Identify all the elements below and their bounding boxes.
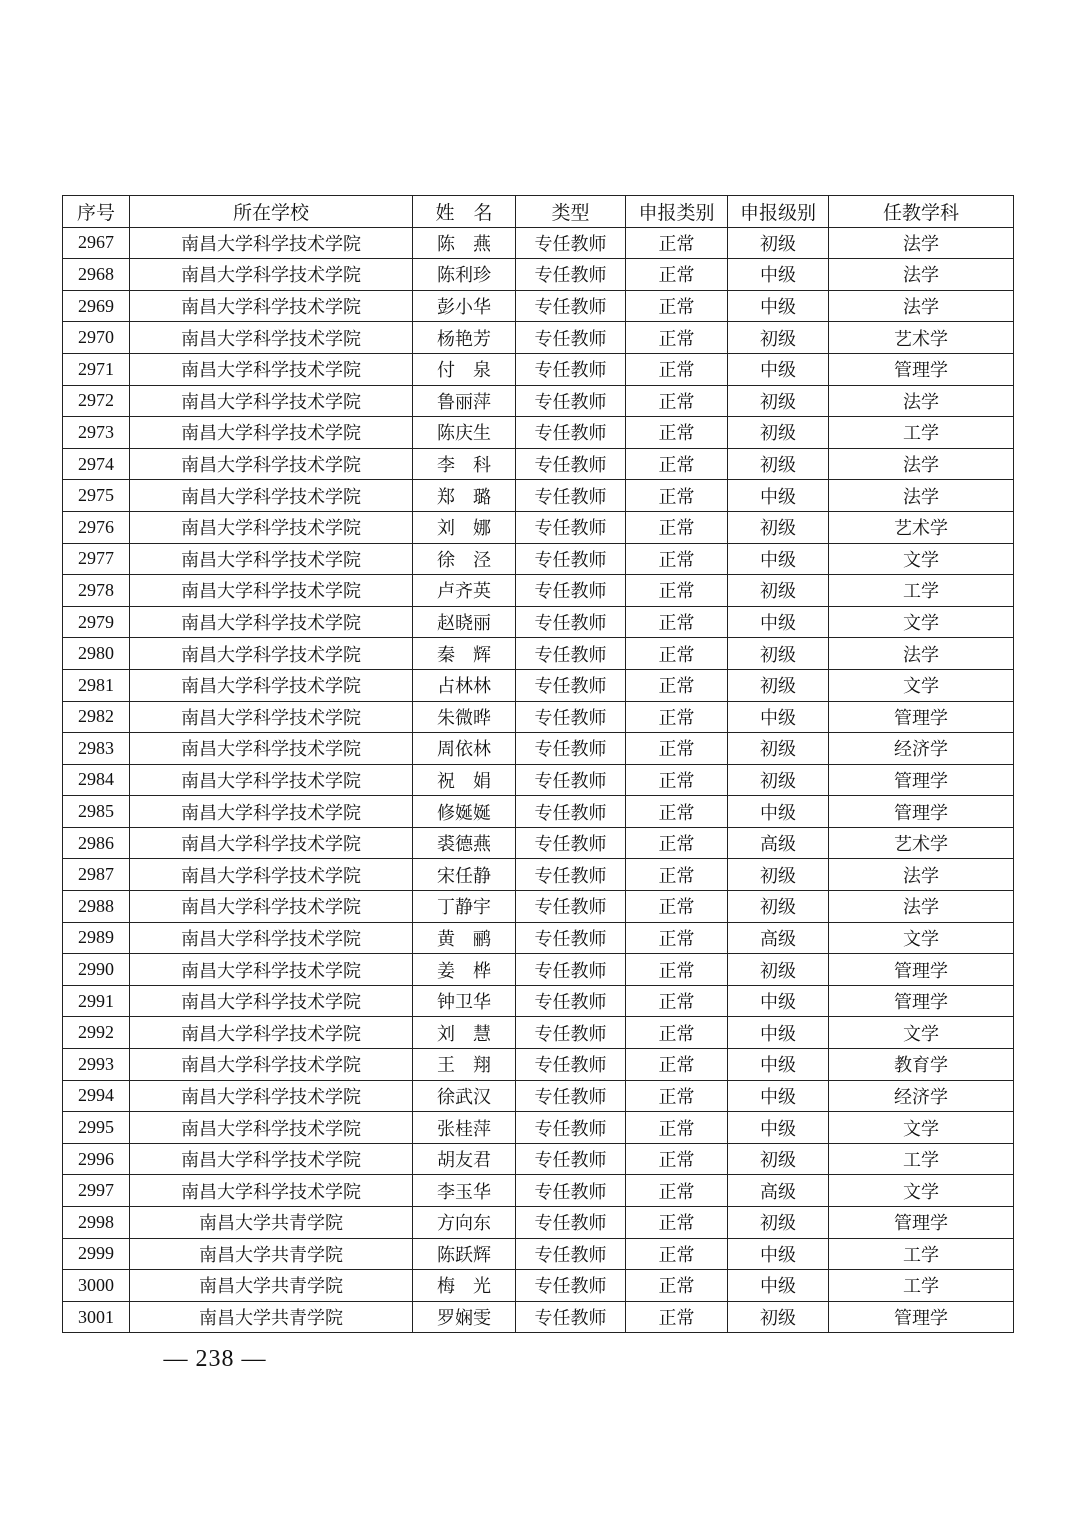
type-cell: 专任教师: [516, 417, 626, 449]
subject-cell: 法学: [829, 227, 1014, 259]
school-cell: 南昌大学科学技术学院: [130, 1080, 413, 1112]
category-cell: 正常: [626, 480, 728, 512]
school-cell: 南昌大学共青学院: [130, 1207, 413, 1239]
level-cell: 中级: [728, 290, 829, 322]
school-cell: 南昌大学共青学院: [130, 1270, 413, 1302]
level-cell: 中级: [728, 796, 829, 828]
type-cell: 专任教师: [516, 606, 626, 638]
subject-cell: 艺术学: [829, 511, 1014, 543]
subject-cell: 文学: [829, 669, 1014, 701]
category-cell: 正常: [626, 827, 728, 859]
level-cell: 初级: [728, 638, 829, 670]
level-cell: 中级: [728, 606, 829, 638]
category-cell: 正常: [626, 606, 728, 638]
seq-cell: 2969: [63, 290, 130, 322]
school-cell: 南昌大学科学技术学院: [130, 480, 413, 512]
type-cell: 专任教师: [516, 1207, 626, 1239]
table-row: [63, 638, 1014, 670]
subject-cell: 文学: [829, 922, 1014, 954]
header-type: 类型: [516, 196, 626, 228]
header-subject: 任教学科: [829, 196, 1014, 228]
table-row: [63, 1207, 1014, 1239]
seq-cell: 2975: [63, 480, 130, 512]
type-cell: 专任教师: [516, 259, 626, 291]
table-row: [63, 669, 1014, 701]
school-cell: 南昌大学科学技术学院: [130, 638, 413, 670]
level-cell: 初级: [728, 1301, 829, 1333]
header-row: [63, 196, 1014, 228]
type-cell: 专任教师: [516, 669, 626, 701]
school-cell: 南昌大学共青学院: [130, 1301, 413, 1333]
header-application-level: 申报级别: [728, 196, 829, 228]
category-cell: 正常: [626, 891, 728, 923]
category-cell: 正常: [626, 1238, 728, 1270]
name-cell: 朱微晔: [413, 701, 516, 733]
category-cell: 正常: [626, 669, 728, 701]
school-cell: 南昌大学科学技术学院: [130, 859, 413, 891]
seq-cell: 2991: [63, 985, 130, 1017]
type-cell: 专任教师: [516, 1143, 626, 1175]
type-cell: 专任教师: [516, 1049, 626, 1081]
table-row: [63, 227, 1014, 259]
name-cell: 姜 桦: [413, 954, 516, 986]
table-row: [63, 1049, 1014, 1081]
name-cell: 祝 娟: [413, 764, 516, 796]
name-cell: 陈利珍: [413, 259, 516, 291]
seq-cell: 2980: [63, 638, 130, 670]
name-cell: 杨艳芳: [413, 322, 516, 354]
category-cell: 正常: [626, 290, 728, 322]
subject-cell: 教育学: [829, 1049, 1014, 1081]
level-cell: 中级: [728, 1017, 829, 1049]
type-cell: 专任教师: [516, 1270, 626, 1302]
name-cell: 王 翔: [413, 1049, 516, 1081]
name-cell: 陈跃辉: [413, 1238, 516, 1270]
name-cell: 钟卫华: [413, 985, 516, 1017]
school-cell: 南昌大学科学技术学院: [130, 1112, 413, 1144]
seq-cell: 2990: [63, 954, 130, 986]
name-cell: 付 泉: [413, 353, 516, 385]
subject-cell: 法学: [829, 638, 1014, 670]
table-row: [63, 954, 1014, 986]
subject-cell: 文学: [829, 543, 1014, 575]
type-cell: 专任教师: [516, 543, 626, 575]
table-row: [63, 480, 1014, 512]
name-cell: 黄 鹂: [413, 922, 516, 954]
type-cell: 专任教师: [516, 1238, 626, 1270]
subject-cell: 艺术学: [829, 827, 1014, 859]
table-row: [63, 764, 1014, 796]
name-cell: 裘德燕: [413, 827, 516, 859]
school-cell: 南昌大学科学技术学院: [130, 385, 413, 417]
table-row: [63, 543, 1014, 575]
table-row: [63, 1017, 1014, 1049]
seq-cell: 2996: [63, 1143, 130, 1175]
school-cell: 南昌大学科学技术学院: [130, 353, 413, 385]
subject-cell: 文学: [829, 1175, 1014, 1207]
type-cell: 专任教师: [516, 701, 626, 733]
level-cell: 初级: [728, 764, 829, 796]
category-cell: 正常: [626, 385, 728, 417]
level-cell: 初级: [728, 322, 829, 354]
seq-cell: 3000: [63, 1270, 130, 1302]
seq-cell: 2997: [63, 1175, 130, 1207]
header-school: 所在学校: [130, 196, 413, 228]
type-cell: 专任教师: [516, 575, 626, 607]
header-seq: 序号: [63, 196, 130, 228]
table-row: [63, 353, 1014, 385]
table-row: [63, 259, 1014, 291]
table-row: [63, 1238, 1014, 1270]
subject-cell: 工学: [829, 1143, 1014, 1175]
name-cell: 罗娴雯: [413, 1301, 516, 1333]
table-row: [63, 448, 1014, 480]
school-cell: 南昌大学科学技术学院: [130, 417, 413, 449]
table-row: [63, 1143, 1014, 1175]
level-cell: 中级: [728, 259, 829, 291]
category-cell: 正常: [626, 511, 728, 543]
school-cell: 南昌大学科学技术学院: [130, 511, 413, 543]
seq-cell: 2982: [63, 701, 130, 733]
type-cell: 专任教师: [516, 1301, 626, 1333]
type-cell: 专任教师: [516, 954, 626, 986]
category-cell: 正常: [626, 1143, 728, 1175]
seq-cell: 2985: [63, 796, 130, 828]
subject-cell: 法学: [829, 259, 1014, 291]
category-cell: 正常: [626, 1017, 728, 1049]
name-cell: 李 科: [413, 448, 516, 480]
seq-cell: 2998: [63, 1207, 130, 1239]
subject-cell: 管理学: [829, 353, 1014, 385]
subject-cell: 艺术学: [829, 322, 1014, 354]
type-cell: 专任教师: [516, 1112, 626, 1144]
header-name: 姓 名: [413, 196, 516, 228]
seq-cell: 2993: [63, 1049, 130, 1081]
type-cell: 专任教师: [516, 227, 626, 259]
name-cell: 周依林: [413, 733, 516, 765]
category-cell: 正常: [626, 575, 728, 607]
name-cell: 鲁丽萍: [413, 385, 516, 417]
type-cell: 专任教师: [516, 1017, 626, 1049]
level-cell: 初级: [728, 448, 829, 480]
school-cell: 南昌大学科学技术学院: [130, 606, 413, 638]
subject-cell: 工学: [829, 1238, 1014, 1270]
school-cell: 南昌大学科学技术学院: [130, 575, 413, 607]
category-cell: 正常: [626, 1270, 728, 1302]
level-cell: 中级: [728, 1080, 829, 1112]
subject-cell: 文学: [829, 1112, 1014, 1144]
subject-cell: 工学: [829, 417, 1014, 449]
school-cell: 南昌大学科学技术学院: [130, 669, 413, 701]
name-cell: 占林林: [413, 669, 516, 701]
subject-cell: 法学: [829, 480, 1014, 512]
school-cell: 南昌大学科学技术学院: [130, 1143, 413, 1175]
level-cell: 初级: [728, 575, 829, 607]
level-cell: 初级: [728, 385, 829, 417]
seq-cell: 2988: [63, 891, 130, 923]
school-cell: 南昌大学科学技术学院: [130, 448, 413, 480]
table-row: [63, 1112, 1014, 1144]
type-cell: 专任教师: [516, 322, 626, 354]
name-cell: 陈 燕: [413, 227, 516, 259]
type-cell: 专任教师: [516, 353, 626, 385]
type-cell: 专任教师: [516, 733, 626, 765]
level-cell: 初级: [728, 669, 829, 701]
name-cell: 徐 泾: [413, 543, 516, 575]
subject-cell: 管理学: [829, 701, 1014, 733]
school-cell: 南昌大学科学技术学院: [130, 954, 413, 986]
type-cell: 专任教师: [516, 385, 626, 417]
level-cell: 初级: [728, 511, 829, 543]
seq-cell: 2972: [63, 385, 130, 417]
school-cell: 南昌大学科学技术学院: [130, 1049, 413, 1081]
seq-cell: 3001: [63, 1301, 130, 1333]
table-row: [63, 575, 1014, 607]
category-cell: 正常: [626, 701, 728, 733]
seq-cell: 2976: [63, 511, 130, 543]
seq-cell: 2981: [63, 669, 130, 701]
seq-cell: 2995: [63, 1112, 130, 1144]
type-cell: 专任教师: [516, 891, 626, 923]
level-cell: 高级: [728, 1175, 829, 1207]
level-cell: 中级: [728, 353, 829, 385]
name-cell: 李玉华: [413, 1175, 516, 1207]
seq-cell: 2967: [63, 227, 130, 259]
category-cell: 正常: [626, 764, 728, 796]
seq-cell: 2987: [63, 859, 130, 891]
type-cell: 专任教师: [516, 922, 626, 954]
category-cell: 正常: [626, 417, 728, 449]
type-cell: 专任教师: [516, 827, 626, 859]
subject-cell: 法学: [829, 448, 1014, 480]
name-cell: 陈庆生: [413, 417, 516, 449]
school-cell: 南昌大学科学技术学院: [130, 1017, 413, 1049]
level-cell: 中级: [728, 1270, 829, 1302]
category-cell: 正常: [626, 1175, 728, 1207]
subject-cell: 法学: [829, 859, 1014, 891]
category-cell: 正常: [626, 543, 728, 575]
type-cell: 专任教师: [516, 480, 626, 512]
level-cell: 中级: [728, 480, 829, 512]
level-cell: 初级: [728, 891, 829, 923]
school-cell: 南昌大学科学技术学院: [130, 227, 413, 259]
table-row: [63, 606, 1014, 638]
table-row: [63, 290, 1014, 322]
level-cell: 初级: [728, 227, 829, 259]
type-cell: 专任教师: [516, 290, 626, 322]
category-cell: 正常: [626, 859, 728, 891]
name-cell: 刘 娜: [413, 511, 516, 543]
category-cell: 正常: [626, 954, 728, 986]
subject-cell: 文学: [829, 606, 1014, 638]
level-cell: 高级: [728, 827, 829, 859]
subject-cell: 管理学: [829, 954, 1014, 986]
type-cell: 专任教师: [516, 985, 626, 1017]
name-cell: 卢齐英: [413, 575, 516, 607]
seq-cell: 2974: [63, 448, 130, 480]
subject-cell: 经济学: [829, 733, 1014, 765]
school-cell: 南昌大学科学技术学院: [130, 290, 413, 322]
table-row: [63, 385, 1014, 417]
seq-cell: 2978: [63, 575, 130, 607]
table-row: [63, 417, 1014, 449]
school-cell: 南昌大学科学技术学院: [130, 922, 413, 954]
subject-cell: 管理学: [829, 985, 1014, 1017]
subject-cell: 管理学: [829, 1301, 1014, 1333]
category-cell: 正常: [626, 227, 728, 259]
category-cell: 正常: [626, 1112, 728, 1144]
table-row: [63, 1270, 1014, 1302]
school-cell: 南昌大学科学技术学院: [130, 796, 413, 828]
table-row: [63, 922, 1014, 954]
level-cell: 中级: [728, 1112, 829, 1144]
seq-cell: 2970: [63, 322, 130, 354]
name-cell: 丁静宇: [413, 891, 516, 923]
school-cell: 南昌大学科学技术学院: [130, 827, 413, 859]
category-cell: 正常: [626, 448, 728, 480]
type-cell: 专任教师: [516, 448, 626, 480]
category-cell: 正常: [626, 1080, 728, 1112]
type-cell: 专任教师: [516, 511, 626, 543]
subject-cell: 管理学: [829, 796, 1014, 828]
page-number: — 238 —: [163, 1346, 267, 1372]
type-cell: 专任教师: [516, 1175, 626, 1207]
level-cell: 初级: [728, 733, 829, 765]
table-row: [63, 1080, 1014, 1112]
subject-cell: 工学: [829, 1270, 1014, 1302]
name-cell: 张桂萍: [413, 1112, 516, 1144]
type-cell: 专任教师: [516, 764, 626, 796]
name-cell: 徐武汉: [413, 1080, 516, 1112]
type-cell: 专任教师: [516, 859, 626, 891]
table-row: [63, 733, 1014, 765]
type-cell: 专任教师: [516, 796, 626, 828]
level-cell: 中级: [728, 1049, 829, 1081]
name-cell: 宋任静: [413, 859, 516, 891]
level-cell: 初级: [728, 1207, 829, 1239]
category-cell: 正常: [626, 922, 728, 954]
seq-cell: 2994: [63, 1080, 130, 1112]
category-cell: 正常: [626, 638, 728, 670]
school-cell: 南昌大学科学技术学院: [130, 259, 413, 291]
name-cell: 胡友君: [413, 1143, 516, 1175]
school-cell: 南昌大学科学技术学院: [130, 891, 413, 923]
category-cell: 正常: [626, 796, 728, 828]
seq-cell: 2973: [63, 417, 130, 449]
seq-cell: 2989: [63, 922, 130, 954]
seq-cell: 2983: [63, 733, 130, 765]
subject-cell: 法学: [829, 891, 1014, 923]
category-cell: 正常: [626, 259, 728, 291]
seq-cell: 2968: [63, 259, 130, 291]
category-cell: 正常: [626, 322, 728, 354]
seq-cell: 2984: [63, 764, 130, 796]
table-row: [63, 891, 1014, 923]
name-cell: 郑 璐: [413, 480, 516, 512]
table-row: [63, 511, 1014, 543]
level-cell: 中级: [728, 701, 829, 733]
level-cell: 初级: [728, 859, 829, 891]
school-cell: 南昌大学共青学院: [130, 1238, 413, 1270]
subject-cell: 法学: [829, 385, 1014, 417]
subject-cell: 管理学: [829, 1207, 1014, 1239]
type-cell: 专任教师: [516, 1080, 626, 1112]
category-cell: 正常: [626, 1049, 728, 1081]
name-cell: 修娫娫: [413, 796, 516, 828]
school-cell: 南昌大学科学技术学院: [130, 764, 413, 796]
type-cell: 专任教师: [516, 638, 626, 670]
name-cell: 方向东: [413, 1207, 516, 1239]
table-row: [63, 985, 1014, 1017]
table-row: [63, 322, 1014, 354]
seq-cell: 2986: [63, 827, 130, 859]
category-cell: 正常: [626, 733, 728, 765]
subject-cell: 经济学: [829, 1080, 1014, 1112]
level-cell: 中级: [728, 1238, 829, 1270]
table-row: [63, 827, 1014, 859]
level-cell: 初级: [728, 1143, 829, 1175]
level-cell: 中级: [728, 543, 829, 575]
school-cell: 南昌大学科学技术学院: [130, 322, 413, 354]
seq-cell: 2977: [63, 543, 130, 575]
level-cell: 初级: [728, 954, 829, 986]
table-row: [63, 1301, 1014, 1333]
category-cell: 正常: [626, 1301, 728, 1333]
name-cell: 彭小华: [413, 290, 516, 322]
category-cell: 正常: [626, 353, 728, 385]
level-cell: 高级: [728, 922, 829, 954]
roster-table: [62, 195, 1014, 1333]
name-cell: 刘 慧: [413, 1017, 516, 1049]
table-row: [63, 1175, 1014, 1207]
name-cell: 梅 光: [413, 1270, 516, 1302]
school-cell: 南昌大学科学技术学院: [130, 701, 413, 733]
subject-cell: 工学: [829, 575, 1014, 607]
subject-cell: 法学: [829, 290, 1014, 322]
category-cell: 正常: [626, 1207, 728, 1239]
subject-cell: 管理学: [829, 764, 1014, 796]
level-cell: 中级: [728, 985, 829, 1017]
table-body: [63, 227, 1014, 1333]
name-cell: 秦 辉: [413, 638, 516, 670]
school-cell: 南昌大学科学技术学院: [130, 985, 413, 1017]
table-row: [63, 701, 1014, 733]
level-cell: 初级: [728, 417, 829, 449]
school-cell: 南昌大学科学技术学院: [130, 543, 413, 575]
school-cell: 南昌大学科学技术学院: [130, 1175, 413, 1207]
seq-cell: 2979: [63, 606, 130, 638]
subject-cell: 文学: [829, 1017, 1014, 1049]
table-row: [63, 796, 1014, 828]
name-cell: 赵晓丽: [413, 606, 516, 638]
header-application-category: 申报类别: [626, 196, 728, 228]
seq-cell: 2999: [63, 1238, 130, 1270]
category-cell: 正常: [626, 985, 728, 1017]
seq-cell: 2971: [63, 353, 130, 385]
seq-cell: 2992: [63, 1017, 130, 1049]
table-row: [63, 859, 1014, 891]
school-cell: 南昌大学科学技术学院: [130, 733, 413, 765]
